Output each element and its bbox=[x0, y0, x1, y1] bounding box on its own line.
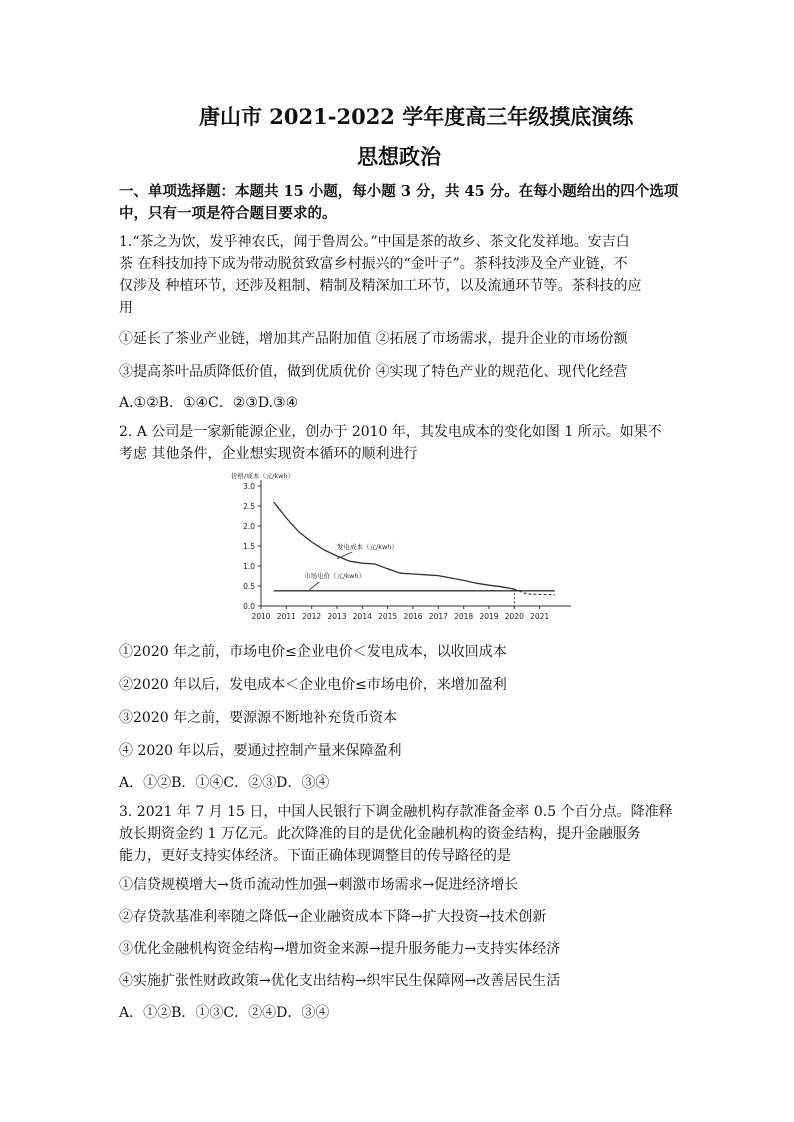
q3-stem-line: 能力，更好支持实体经济。下面正确体现调整目的传导路径的是 bbox=[119, 848, 511, 864]
x-tick-label: 2010 bbox=[251, 612, 271, 621]
x-tick-label: 2017 bbox=[428, 612, 448, 621]
x-tick-label: 2011 bbox=[276, 612, 296, 621]
exam-title: 唐山市 2021-2022 学年度高三年级摸底演练 bbox=[199, 104, 634, 129]
x-tick-label: 2013 bbox=[327, 612, 347, 621]
series-cost-dashed bbox=[514, 589, 555, 595]
y-tick-label: 0.5 bbox=[243, 582, 255, 591]
q2-stem-line: 2. A 公司是一家新能源企业，创办于 2010 年，其发电成本的变化如图 1 所示。如果不 bbox=[119, 424, 662, 440]
y-tick-label: 1.5 bbox=[243, 542, 255, 551]
annotation-cost: 发电成本（元/kwh） bbox=[337, 543, 398, 552]
chart-series bbox=[274, 502, 555, 606]
y-tick-label: 1.0 bbox=[243, 562, 255, 571]
q2-option-row: ①2020 年之前，市场电价≤企业电价＜发电成本，以收回成本 bbox=[119, 644, 507, 660]
q2-stem-line: 考虑 其他条件，企业想实现资本循环的顺利进行 bbox=[119, 446, 418, 462]
q2-answer-choices: A．①②B．①④C．②③D．③④ bbox=[119, 775, 330, 791]
q2-option-row: ②2020 年以后，发电成本＜企业电价≤市场电价，来增加盈利 bbox=[119, 677, 507, 693]
x-tick-label: 2021 bbox=[530, 612, 550, 621]
y-tick-label: 2.0 bbox=[243, 522, 255, 531]
annotation-market-price: 市场电价（元/kwh） bbox=[304, 572, 365, 580]
annotation-market-price-pointer bbox=[309, 582, 319, 590]
chart-labels bbox=[231, 471, 549, 621]
q3-option-row: ①信贷规模增大→货币流动性加强→刺激市场需求→促进经济增长 bbox=[119, 877, 519, 893]
section-instructions-line1: 一、单项选择题：本题共 15 小题，每小题 3 分，共 45 分。在每小题给出的四个选项 bbox=[119, 183, 679, 200]
q1-stem-line: 茶 在科技加持下成为带动脱贫致富乡村振兴的“金叶子”。茶科技涉及全产业链，不 bbox=[119, 256, 628, 272]
x-tick-label: 2015 bbox=[378, 612, 398, 621]
q3-stem-line: 3. 2021 年 7 月 15 日，中国人民银行下调金融机构存款准备金率 0.5 个百分点。降准释 bbox=[119, 804, 673, 820]
x-tick-label: 2016 bbox=[403, 612, 423, 621]
x-tick-label: 2020 bbox=[504, 612, 524, 621]
x-tick-label: 2014 bbox=[352, 612, 372, 621]
q2-option-row: ④ 2020 年以后，要通过控制产量来保障盈利 bbox=[119, 743, 402, 759]
chart-axes bbox=[258, 480, 571, 609]
q3-stem-line: 放长期资金约 1 万亿元。此次降准的目的是优化金融机构的资金结构，提升金融服务 bbox=[119, 826, 641, 842]
x-tick-label: 2018 bbox=[454, 612, 474, 621]
power-cost-chart bbox=[225, 466, 585, 626]
q3-answer-choices: A．①②B．①③C．②④D．③④ bbox=[119, 1005, 330, 1021]
x-tick-label: 2012 bbox=[302, 612, 322, 621]
y-axis-title: 价格/成本（元/kwh） bbox=[231, 472, 295, 480]
q1-answer-choices: A.①②B．①④C．②③D.③④ bbox=[119, 395, 299, 411]
q3-option-row: ③优化金融机构资金结构→增加资金来源→提升服务能力→支持实体经济 bbox=[119, 941, 561, 957]
q3-option-row: ②存贷款基准利率随之降低→企业融资成本下降→扩大投资→技术创新 bbox=[119, 909, 547, 925]
q1-stem-line: 用 bbox=[119, 300, 133, 316]
x-tick-label: 2019 bbox=[479, 612, 499, 621]
annotation-cost-pointer bbox=[337, 552, 352, 559]
y-tick-label: 2.5 bbox=[243, 502, 255, 511]
q1-stem-line: 1.“茶之为饮，发乎神农氏，闻于鲁周公。”中国是茶的故乡、茶文化发祥地。安吉白 bbox=[119, 234, 630, 250]
y-tick-label: 0.0 bbox=[243, 602, 255, 611]
q3-option-row: ④实施扩张性财政政策→优化支出结构→织牢民生保障网→改善居民生活 bbox=[119, 973, 561, 989]
q1-option-row: ③提高茶叶品质降低价值，做到优质优价 ④实现了特色产业的规范化、现代化经营 bbox=[119, 364, 628, 380]
y-tick-label: 3.0 bbox=[243, 482, 255, 491]
q1-stem-line: 仅涉及 种植环节，还涉及粗制、精制及精深加工环节，以及流通环节等。茶科技的应 bbox=[119, 278, 642, 294]
q1-option-row: ①延长了茶业产业链，增加其产品附加值 ②拓展了市场需求，提升企业的市场份额 bbox=[119, 331, 628, 347]
exam-subject: 思想政治 bbox=[357, 144, 441, 169]
q2-option-row: ③2020 年之前，要源源不断地补充货币资本 bbox=[119, 710, 398, 726]
section-instructions-line2: 中，只有一项是符合题目要求的。 bbox=[119, 205, 337, 222]
